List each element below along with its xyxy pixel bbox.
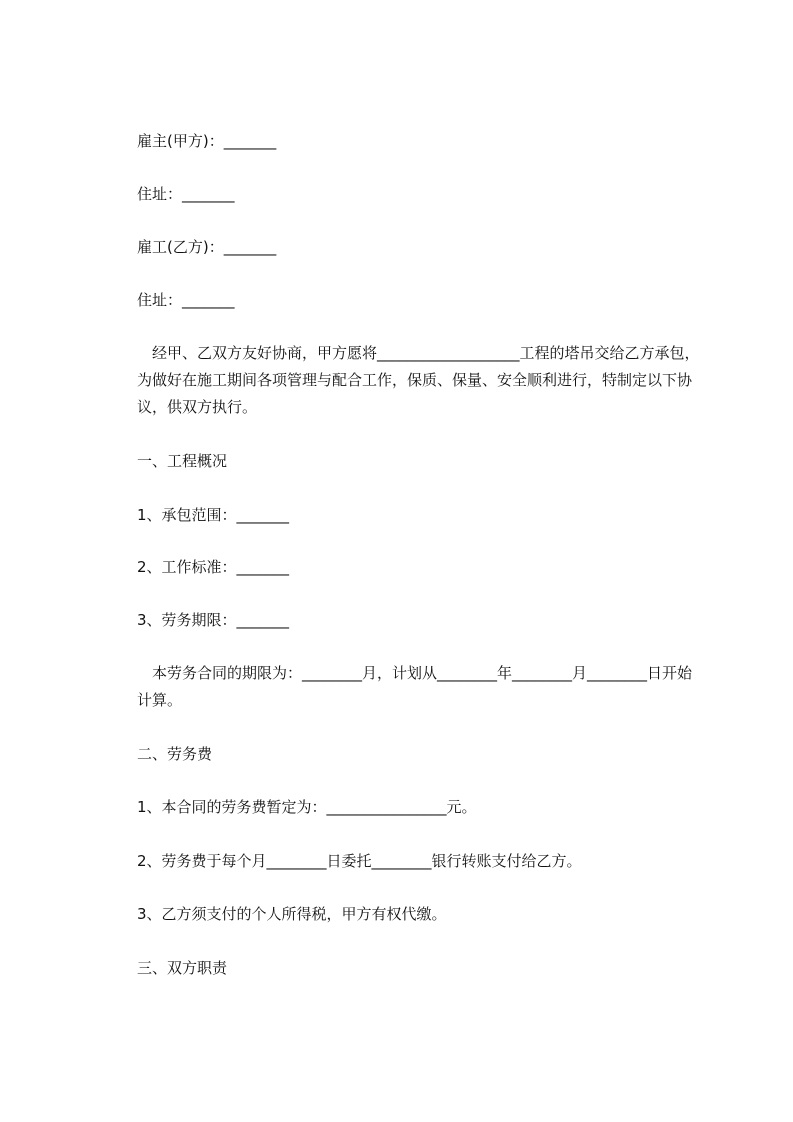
fee-line: 1、本合同的劳务费暂定为：________________元。 [137, 798, 477, 816]
section-3-heading: 三、双方职责 [137, 959, 228, 977]
standard-line: 2、工作标准：_______ [137, 558, 290, 576]
scope-line: 1、承包范围：_______ [137, 506, 290, 524]
employer-address-line: 住址：_______ [137, 185, 235, 203]
tax-line: 3、乙方须支付的个人所得税，甲方有权代缴。 [137, 905, 447, 923]
section-2-heading: 二、劳务费 [137, 745, 213, 763]
employee-address-line: 住址：_______ [137, 291, 235, 309]
period-paragraph: 本劳务合同的期限为：________月，计划从________年________月________日开始计算。 [137, 664, 693, 709]
employee-line: 雇工(乙方)：_______ [137, 238, 277, 256]
employer-line: 雇主(甲方)：_______ [137, 132, 277, 150]
term-line: 3、劳务期限：_______ [137, 611, 290, 629]
section-1-heading: 一、工程概况 [137, 452, 228, 470]
intro-paragraph: 经甲、乙双方友好协商，甲方愿将___________________工程的塔吊交给乙方承包，为做好在施工期间各项管理与配合工作，保质、保量、安全顺利进行，特制定以下协议，供双方执行。 [137, 344, 700, 416]
payment-line: 2、劳务费于每个月________日委托________银行转账支付给乙方。 [137, 852, 582, 870]
